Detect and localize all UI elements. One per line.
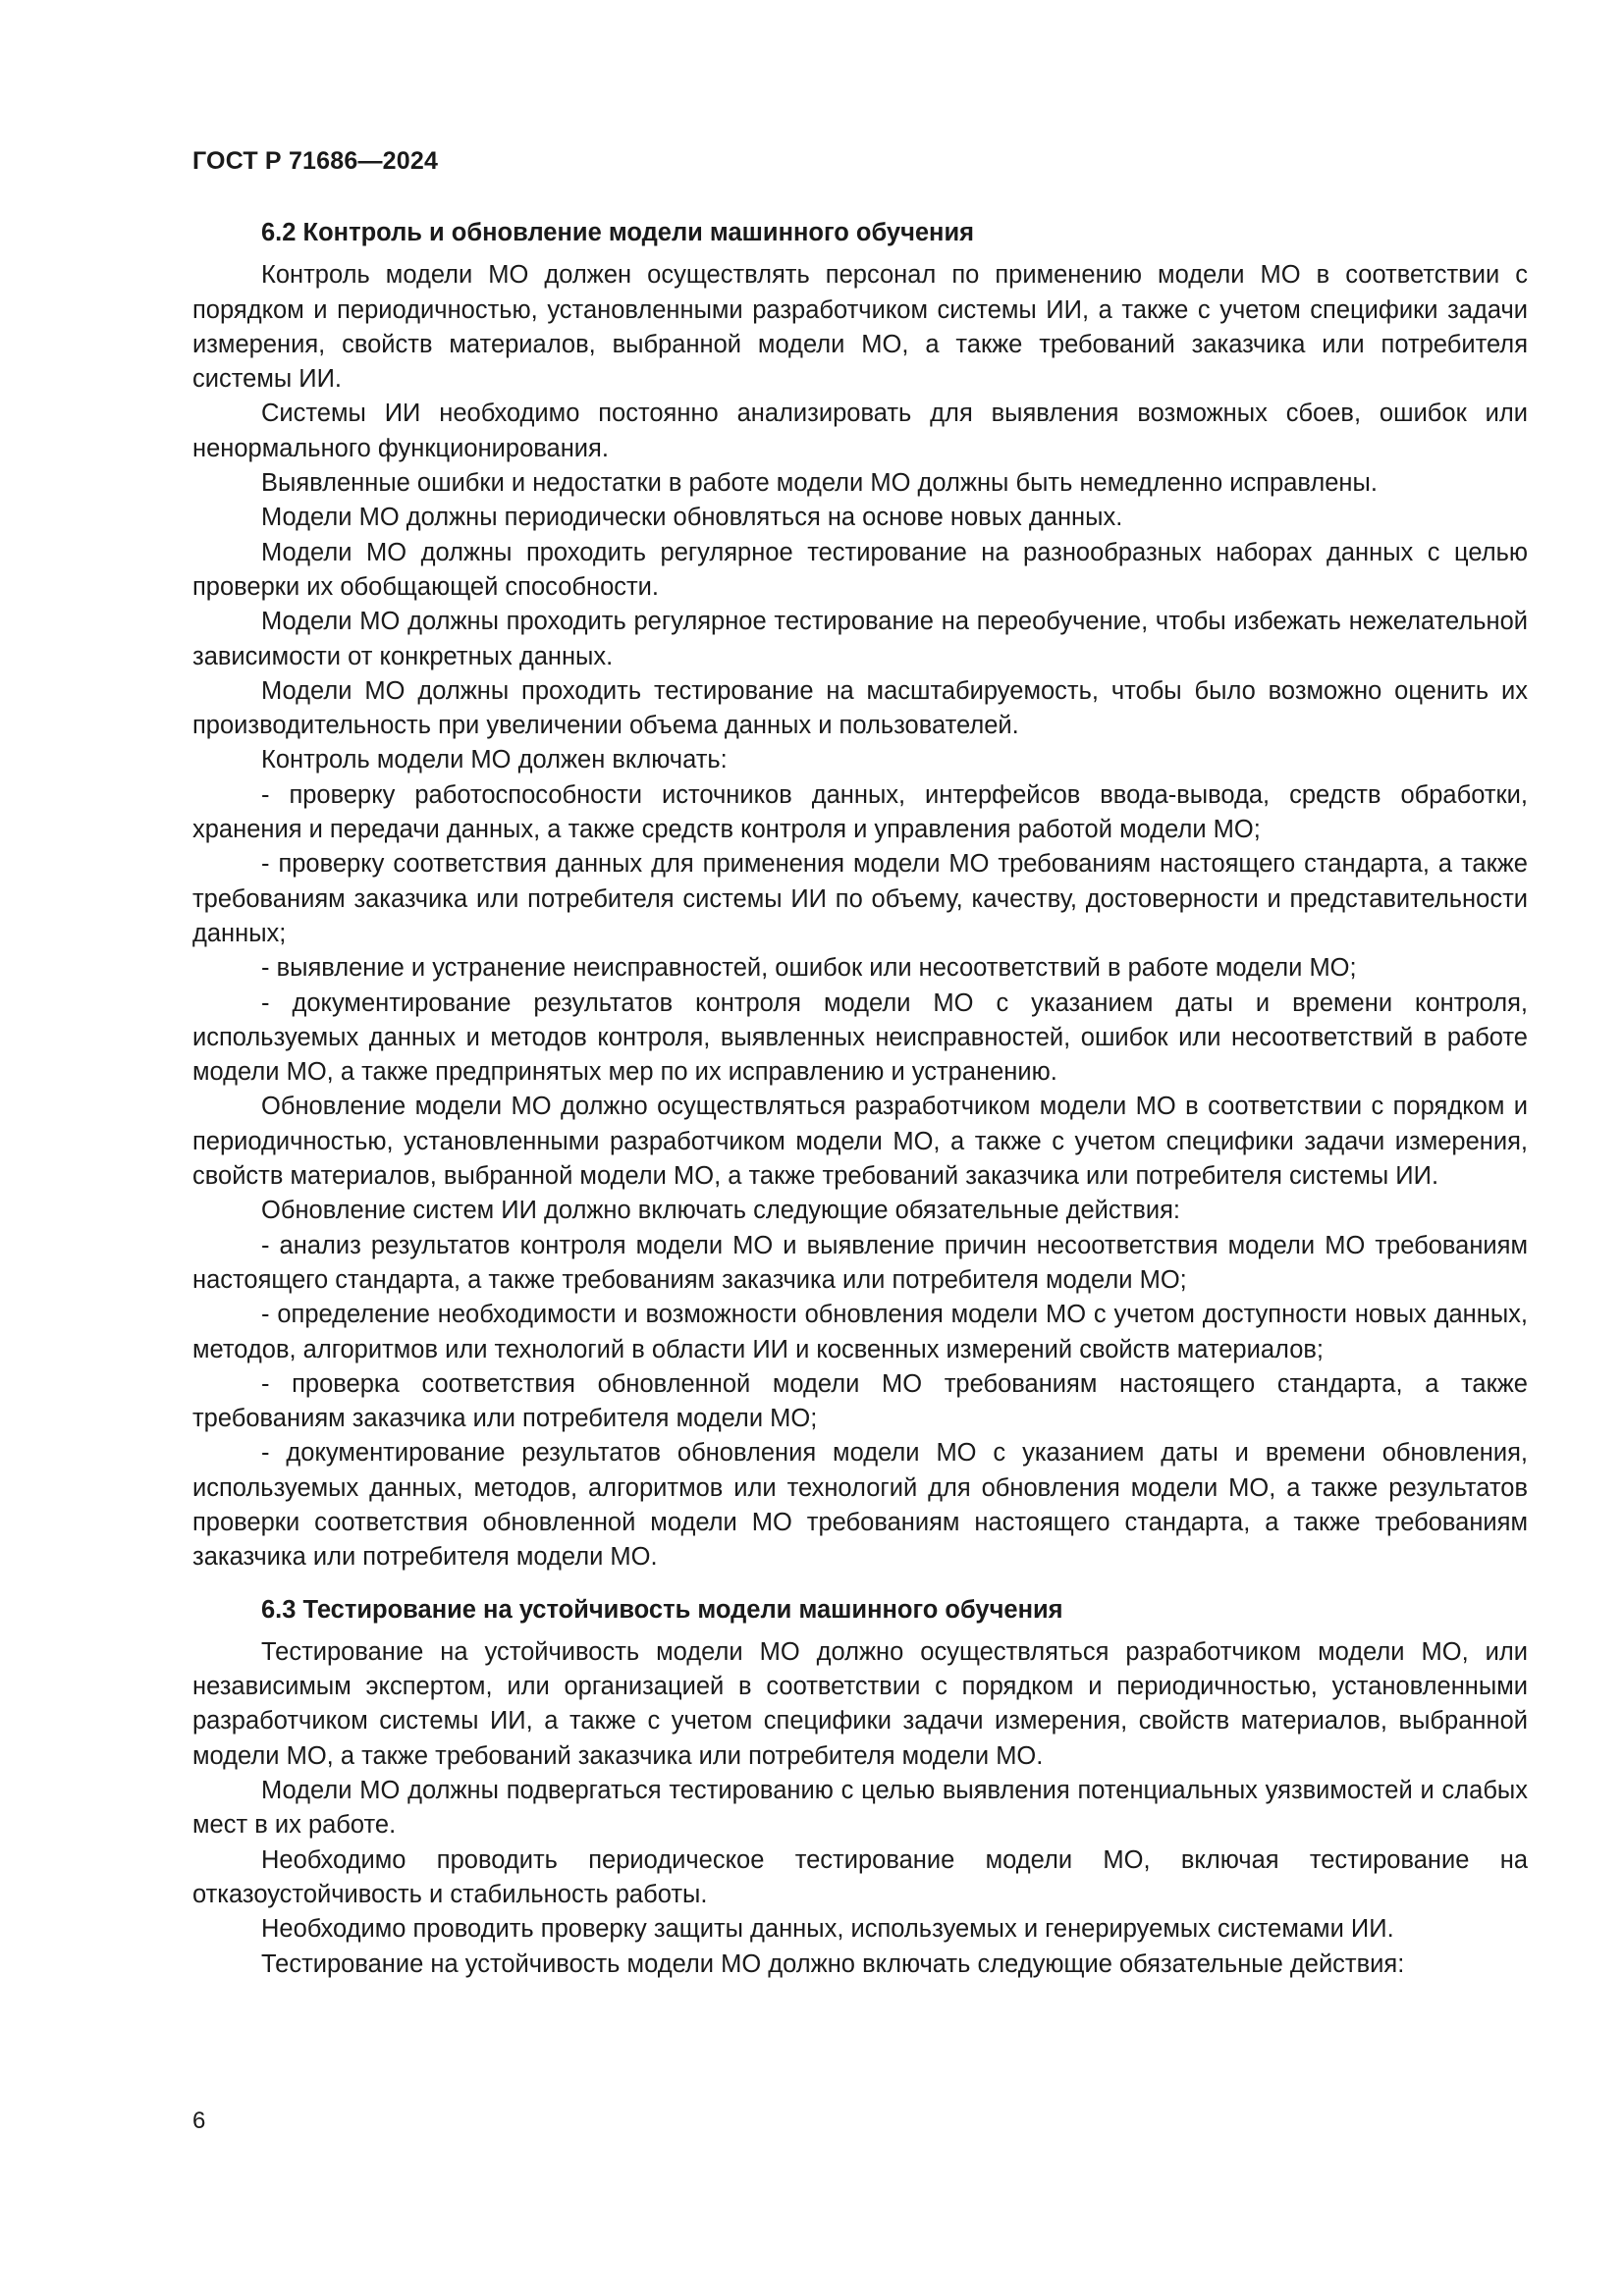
paragraph: Выявленные ошибки и недостатки в работе модели МО должны быть немедленно исправлены. <box>261 469 1378 498</box>
paragraph: Необходимо проводить проверку защиты данных, используемых и генерируемых системами ИИ. <box>261 1915 1394 1944</box>
list-item: - документирование результатов обновления модели МО с указанием даты и времени обновления, используемых данных, методов, алгоритмов или технологий для обновления модели МО, а также результатов проверки соответствия обновленной модели МО требованиям настоящего стандарта, а также требованиям заказчика или потребителя модели МО. <box>192 1439 1528 1572</box>
section-heading-6-2: 6.2 Контроль и обновление модели машинного обучения <box>261 219 975 246</box>
page-number: 6 <box>192 2108 206 2134</box>
page-content <box>192 216 1528 1982</box>
paragraph: Модели МО должны периодически обновляться на основе новых данных. <box>261 504 1123 532</box>
list-item: - проверка соответствия обновленной модели МО требованиям настоящего стандарта, а также требованиям заказчика или потребителя модели МО; <box>192 1369 1528 1433</box>
paragraph: Модели МО должны проходить регулярное тестирование на переобучение, чтобы избежать нежелательной зависимости от конкретных данных. <box>192 608 1528 670</box>
paragraph: Модели МО должны подвергаться тестированию с целью выявления потенциальных уязвимостей и слабых мест в их работе. <box>192 1777 1528 1840</box>
list-item: - документирование результатов контроля модели МО с указанием даты и времени контроля, используемых данных и методов контроля, выявленных неисправностей, ошибок или несоответствий в работе модели МО, а также предпринятых мер по их исправлению и устранению. <box>192 988 1528 1087</box>
paragraph: Системы ИИ необходимо постоянно анализировать для выявления возможных сбоев, ошибок или ненормального функционирования. <box>192 400 1528 462</box>
paragraph: Контроль модели МО должен включать: <box>261 746 728 774</box>
standard-designation: ГОСТ Р 71686—2024 <box>192 147 439 175</box>
paragraph: Обновление систем ИИ должно включать следующие обязательные действия: <box>261 1197 1181 1225</box>
paragraph: Контроль модели МО должен осуществлять персонал по применению модели МО в соответствии с порядком и периодичностью, установленными разработчиком системы ИИ, а также с учетом специфики задачи измерения, свойств материалов, выбранной модели МО, а также требований заказчика или потребителя системы ИИ. <box>192 261 1528 394</box>
list-item: - проверку работоспособности источников данных, интерфейсов ввода-вывода, средств обработки, хранения и передачи данных, а также средств контроля и управления работой модели МО; <box>192 780 1528 844</box>
paragraph: Необходимо проводить периодическое тестирование модели МО, включая тестирование на отказоустойчивость и стабильность работы. <box>192 1845 1528 1908</box>
section-heading-6-3: 6.3 Тестирование на устойчивость модели машинного обучения <box>261 1595 1063 1624</box>
paragraph: Тестирование на устойчивость модели МО должно включать следующие обязательные действия: <box>261 1949 1405 1978</box>
paragraph: Модели МО должны проходить регулярное тестирование на разнообразных наборах данных с целью проверки их обобщающей способности. <box>192 538 1528 601</box>
list-item: - проверку соответствия данных для применения модели МО требованиям настоящего стандарта, а также требованиям заказчика или потребителя системы ИИ по объему, качеству, достоверности и представительности данных; <box>192 850 1528 947</box>
paragraph: Обновление модели МО должно осуществляться разработчиком модели МО в соответствии с порядком и периодичностью, установленными разработчиком модели МО, а также с учетом специфики задачи измерения, свойств материалов, выбранной модели МО, а также требований заказчика или потребителя системы ИИ. <box>192 1093 1528 1191</box>
list-item: - выявление и устранение неисправностей, ошибок или несоответствий в работе модели МО; <box>261 954 1357 983</box>
list-item: - анализ результатов контроля модели МО и выявление причин несоответствия модели МО требованиям настоящего стандарта, а также требованиям заказчика или потребителя модели МО; <box>192 1231 1528 1294</box>
paragraph: Тестирование на устойчивость модели МО должно осуществляться разработчиком модели МО, или независимым экспертом, или организацией в соответствии с порядком и периодичностью, установленными разработчиком системы ИИ, а также с учетом специфики задачи измерения, свойств материалов, выбранной модели МО, а также требований заказчика или потребителя модели МО. <box>192 1637 1528 1770</box>
list-item: - определение необходимости и возможности обновления модели МО с учетом доступности новых данных, методов, алгоритмов или технологий в области ИИ и косвенных измерений свойств материалов; <box>192 1301 1528 1363</box>
paragraph: Модели МО должны проходить тестирование на масштабируемость, чтобы было возможно оценить их производительность при увеличении объема данных и пользователей. <box>192 676 1528 740</box>
